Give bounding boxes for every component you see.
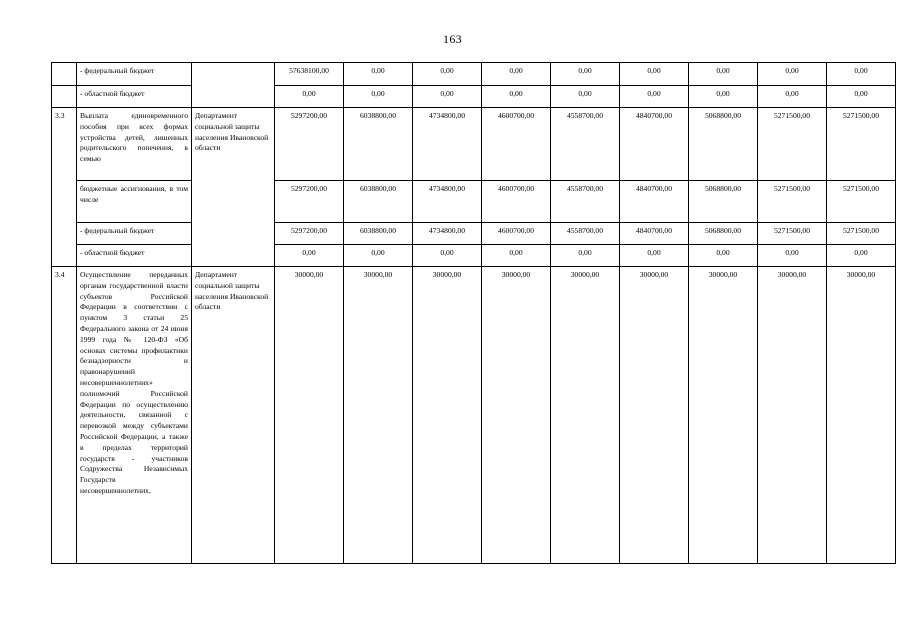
table-row (52, 245, 896, 267)
value-cell: 57638100,00 (275, 63, 344, 86)
row-label-cell: - областной бюджет (77, 86, 192, 108)
row-index-cell (52, 86, 77, 108)
row-label-cell: - федеральный бюджет (77, 223, 192, 245)
table-row (52, 267, 896, 564)
row-label-cell: Осуществление переданных органам государственной власти субъектов Российской Федерации в соответствии с пунктом 3 статьи 25 Федерального закона от 24 июня 1999 года № 120-ФЗ «Об основах системы профилактики безнадзорности и правонарушений несовершеннолетних» полномочий Российской Федерации по осуществлению деятельности, связанной с перевозкой между субъектами Российской Федерации, а также в пределах территорий государств - участников Содружества Независимых Государств несовершеннолетних, (77, 267, 192, 564)
page-number: 163 (443, 32, 462, 46)
value-cell: 0,00 (344, 245, 413, 267)
department-cell: Департамент социальной защиты населения Ивановской области (192, 267, 275, 564)
value-cell: 4840700,00 (620, 181, 689, 223)
value-cell: 30000,00 (344, 267, 413, 564)
value-cell: 4558700,00 (551, 181, 620, 223)
value-cell: 30000,00 (689, 267, 758, 564)
value-cell: 4734800,00 (413, 108, 482, 181)
value-cell: 0,00 (551, 245, 620, 267)
value-cell: 30000,00 (275, 267, 344, 564)
value-cell: 0,00 (344, 63, 413, 86)
value-cell: 0,00 (689, 86, 758, 108)
value-cell: 0,00 (482, 86, 551, 108)
value-cell: 4734800,00 (413, 223, 482, 245)
value-cell: 4840700,00 (620, 108, 689, 181)
value-cell: 4558700,00 (551, 108, 620, 181)
table-row (52, 86, 896, 108)
value-cell: 5271500,00 (827, 181, 896, 223)
value-cell: 4600700,00 (482, 223, 551, 245)
value-cell: 5068800,00 (689, 108, 758, 181)
value-cell: 5271500,00 (827, 223, 896, 245)
row-index-cell (52, 63, 77, 86)
value-cell: 0,00 (689, 245, 758, 267)
value-cell: 4558700,00 (551, 223, 620, 245)
value-cell: 4734800,00 (413, 181, 482, 223)
row-label-cell: - областной бюджет (77, 245, 192, 267)
value-cell: 0,00 (620, 245, 689, 267)
table-row (52, 181, 896, 223)
value-cell: 0,00 (620, 86, 689, 108)
value-cell: 5271500,00 (758, 181, 827, 223)
value-cell: 0,00 (551, 63, 620, 86)
value-cell: 30000,00 (827, 267, 896, 564)
value-cell: 5297200,00 (275, 108, 344, 181)
value-cell: 5068800,00 (689, 181, 758, 223)
row-label-cell: - федеральный бюджет (77, 63, 192, 86)
value-cell: 30000,00 (482, 267, 551, 564)
table-row (52, 108, 896, 181)
value-cell: 5297200,00 (275, 223, 344, 245)
value-cell: 0,00 (482, 245, 551, 267)
value-cell: 6038800,00 (344, 108, 413, 181)
value-cell: 0,00 (413, 245, 482, 267)
department-cell (192, 63, 275, 108)
row-index-cell: 3.4 (52, 267, 77, 564)
value-cell: 30000,00 (413, 267, 482, 564)
value-cell: 0,00 (827, 63, 896, 86)
value-cell: 0,00 (275, 245, 344, 267)
row-label-cell: бюджетные ассигнования, в том числе (77, 181, 192, 223)
value-cell: 5271500,00 (827, 108, 896, 181)
value-cell: 5271500,00 (758, 108, 827, 181)
value-cell: 0,00 (344, 86, 413, 108)
value-cell: 0,00 (551, 86, 620, 108)
value-cell: 0,00 (482, 63, 551, 86)
value-cell: 6038800,00 (344, 223, 413, 245)
value-cell: 0,00 (275, 86, 344, 108)
value-cell: 0,00 (758, 86, 827, 108)
value-cell: 0,00 (827, 245, 896, 267)
value-cell: 0,00 (758, 245, 827, 267)
table-row (52, 63, 896, 86)
row-label-cell: Выплата единовременного пособия при всех формах устройства детей, лишенных родительского попечения, в семью (77, 108, 192, 181)
value-cell: 0,00 (413, 63, 482, 86)
value-cell: 0,00 (827, 86, 896, 108)
value-cell: 0,00 (758, 63, 827, 86)
value-cell: 5068800,00 (689, 223, 758, 245)
value-cell: 4600700,00 (482, 181, 551, 223)
value-cell: 30000,00 (758, 267, 827, 564)
value-cell: 30000,00 (620, 267, 689, 564)
value-cell: 30000,00 (551, 267, 620, 564)
value-cell: 6038800,00 (344, 181, 413, 223)
value-cell: 0,00 (689, 63, 758, 86)
table-row (52, 223, 896, 245)
value-cell: 0,00 (620, 63, 689, 86)
department-cell: Департамент социальной защиты населения Ивановской области (192, 108, 275, 267)
row-index-cell: 3.3 (52, 108, 77, 267)
value-cell: 5297200,00 (275, 181, 344, 223)
value-cell: 4840700,00 (620, 223, 689, 245)
value-cell: 0,00 (413, 86, 482, 108)
budget-table (51, 62, 896, 564)
value-cell: 5271500,00 (758, 223, 827, 245)
value-cell: 4600700,00 (482, 108, 551, 181)
